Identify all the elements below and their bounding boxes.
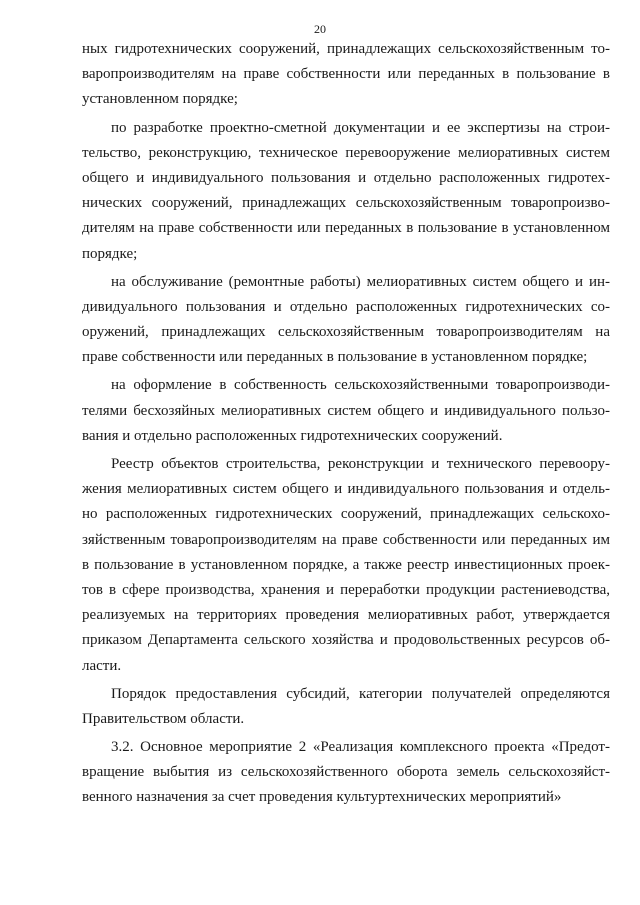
text-line: вращение выбытия из сельскохозяйственного оборота земель сельскохозяйст-: [82, 764, 610, 781]
text-line: венного назначения за счет проведения культуртехнических мероприятий»: [82, 789, 562, 806]
text-line: праве собственности или переданных в пользование в установленном порядке;: [82, 349, 588, 366]
paragraph-ownership-registration: [82, 373, 610, 449]
document-body: [82, 37, 610, 811]
paragraph-registry: [82, 452, 610, 679]
text-line: дителям на праве собственности или переданных в пользование в установленном: [82, 220, 610, 237]
text-line: но расположенных гидротехнических сооружений, принадлежащих сельскохо-: [82, 506, 610, 523]
text-line: установленном порядке;: [82, 91, 238, 108]
text-line: нических сооружений, принадлежащих сельскохозяйственным товаропроизво-: [82, 195, 610, 212]
text-line: оружений, принадлежащих сельскохозяйственным товаропроизводителям на: [82, 324, 610, 341]
paragraph-maintenance: [82, 270, 610, 371]
text-line: варопроизводителям на праве собственности или переданных в пользование в: [82, 66, 610, 83]
text-line: зяйственным товаропроизводителям на праве собственности или переданных им: [82, 531, 610, 548]
paragraph-design-documentation: [82, 116, 610, 267]
paragraph-continuation: [82, 37, 610, 113]
text-line: ласти.: [82, 657, 122, 674]
text-line: вания и отдельно расположенных гидротехнических сооружений.: [82, 427, 503, 444]
text-line: тельство, реконструкцию, техническое перевооружение мелиоративных систем: [82, 144, 610, 161]
text-line: по разработке проектно-сметной документации и ее экспертизы на строи-: [111, 119, 610, 136]
text-line: тов в сфере производства, хранения и переработки продукции растениеводства,: [82, 581, 610, 598]
text-line: Порядок предоставления субсидий, категории получателей определяются: [111, 685, 610, 702]
text-line: приказом Департамента сельского хозяйства и продовольственных ресурсов об-: [82, 632, 610, 649]
text-line: в пользование в установленном порядке, а также реестр инвестиционных проек-: [82, 556, 610, 573]
text-line: жения мелиоративных систем общего и индивидуального пользования и отдель-: [82, 481, 610, 498]
text-line: реализуемых на территориях проведения мелиоративных работ, утверждается: [82, 607, 610, 624]
text-line: на обслуживание (ремонтные работы) мелиоративных систем общего и ин-: [111, 273, 610, 290]
text-line: телями бесхозяйных мелиоративных систем общего и индивидуального пользо-: [82, 402, 610, 419]
paragraph-subsidy-procedure: [82, 682, 610, 732]
text-line: дивидуального пользования и отдельно расположенных гидротехнических со-: [82, 298, 610, 315]
page-number: 20: [314, 22, 326, 36]
text-line: Реестр объектов строительства, реконструкции и технического перевоору-: [111, 456, 610, 472]
text-line: Правительством области.: [82, 710, 245, 727]
text-line: ных гидротехнических сооружений, принадлежащих сельскохозяйственным то-: [82, 41, 610, 57]
paragraph-section-3-2: [82, 735, 610, 811]
text-line: на оформление в собственность сельскохозяйственными товаропроизводи-: [111, 377, 610, 394]
text-line: общего и индивидуального пользования и отдельно расположенных гидротех-: [82, 169, 610, 186]
text-line: порядке;: [82, 245, 138, 262]
text-line: 3.2. Основное мероприятие 2 «Реализация комплексного проекта «Предот-: [111, 739, 610, 756]
